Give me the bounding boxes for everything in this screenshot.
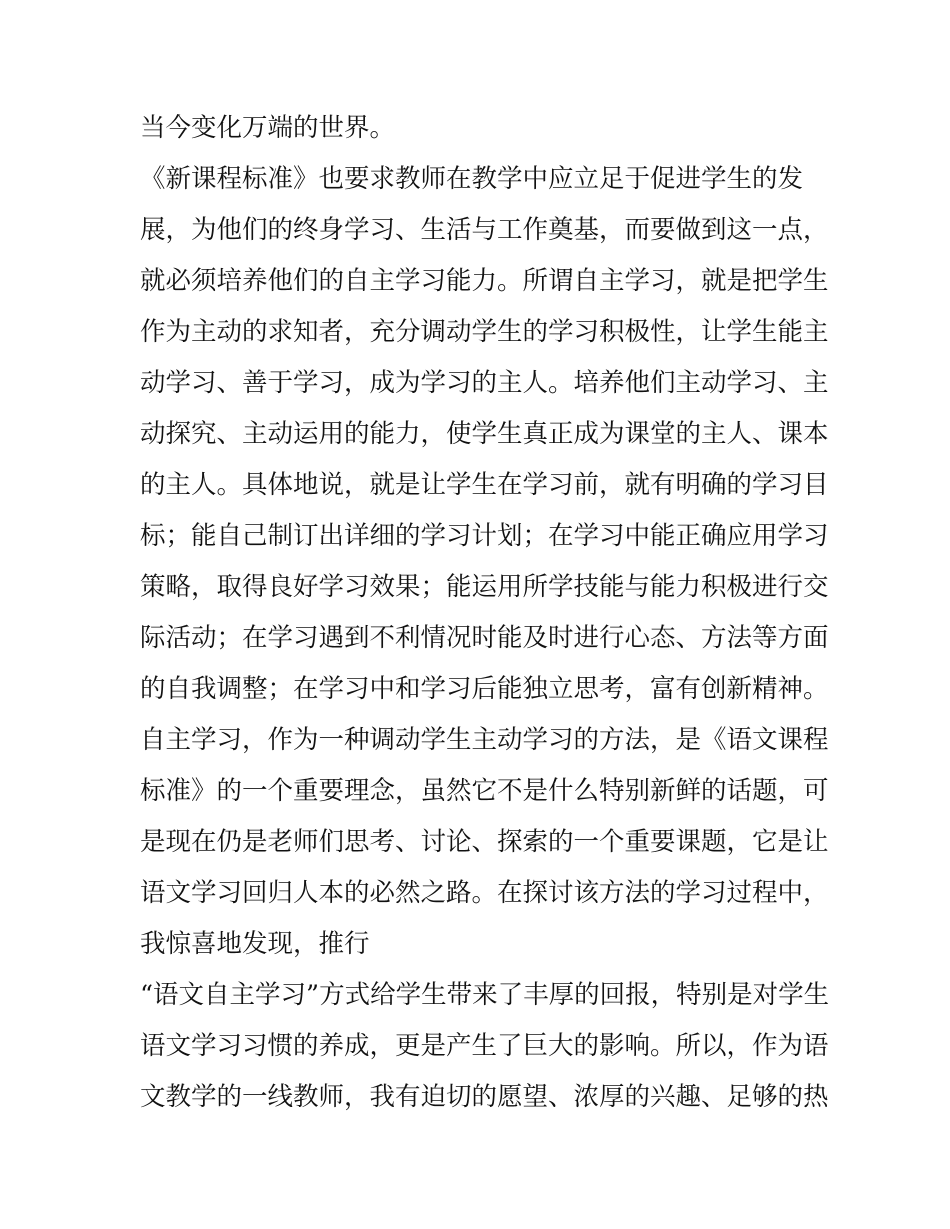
text-line: 自主学习，作为一种调动学生主动学习的方法，是《语文课程 bbox=[140, 725, 829, 755]
text-line: “语文自主学习”方式给学生带来了丰厚的回报，特别是对学生 bbox=[140, 980, 830, 1010]
text-line: 际活动；在学习遇到不利情况时能及时进行心态、方法等方面 bbox=[140, 623, 829, 653]
text-line: 标准》的一个重要理念，虽然它不是什么特别新鲜的话题，可 bbox=[140, 776, 829, 806]
text-line: 语文学习回归人本的必然之路。在探讨该方法的学习过程中， bbox=[140, 878, 829, 908]
text-line: 展，为他们的终身学习、生活与工作奠基，而要做到这一点， bbox=[140, 215, 829, 245]
text-line: 作为主动的求知者，充分调动学生的学习积极性，让学生能主 bbox=[140, 317, 829, 347]
text-line: 的主人。具体地说，就是让学生在学习前，就有明确的学习目 bbox=[140, 470, 829, 500]
text-line: 文教学的一线教师，我有迫切的愿望、浓厚的兴趣、足够的热 bbox=[140, 1082, 829, 1112]
text-line: 是现在仍是老师们思考、讨论、探索的一个重要课题，它是让 bbox=[140, 827, 829, 857]
text-line: 策略，取得良好学习效果；能运用所学技能与能力积极进行交 bbox=[140, 572, 829, 602]
text-line: 《新课程标准》也要求教师在教学中应立足于促进学生的发 bbox=[140, 164, 804, 194]
text-line: 动学习、善于学习，成为学习的主人。培养他们主动学习、主 bbox=[140, 368, 829, 398]
text-line: 的自我调整；在学习中和学习后能独立思考，富有创新精神。 bbox=[140, 674, 829, 704]
text-line: 我惊喜地发现，推行 bbox=[140, 929, 370, 959]
text-line: 标；能自己制订出详细的学习计划；在学习中能正确应用学习 bbox=[140, 521, 829, 551]
text-line: 动探究、主动运用的能力，使学生真正成为课堂的主人、课本 bbox=[140, 419, 829, 449]
text-line: 就必须培养他们的自主学习能力。所谓自主学习，就是把学生 bbox=[140, 266, 829, 296]
text-line: 当今变化万端的世界。 bbox=[140, 113, 396, 143]
text-line: 语文学习习惯的养成，更是产生了巨大的影响。所以，作为语 bbox=[140, 1031, 829, 1061]
